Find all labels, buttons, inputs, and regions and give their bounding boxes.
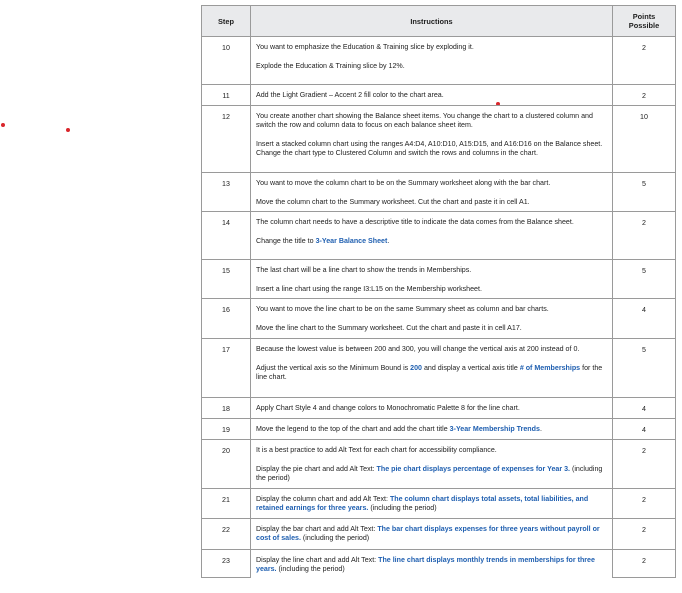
highlight-value: 200	[410, 363, 423, 372]
instruction-fragment: .	[539, 425, 542, 433]
instruction-cell	[251, 106, 613, 173]
instruction-text	[256, 237, 608, 246]
instruction-text: Move the column chart to the Summary worksheet. Cut the chart and paste it in cell A1.	[256, 197, 530, 206]
annotation-dot	[66, 128, 70, 132]
points-value: 2	[613, 37, 676, 85]
points-value: 4	[613, 419, 676, 440]
alt-text-value: The line chart displays monthly trends in memberships for three years.	[256, 556, 595, 573]
step-number: 20	[202, 440, 251, 489]
step-number: 13	[202, 173, 251, 212]
instruction-cell	[251, 398, 613, 419]
instruction-text	[256, 525, 608, 543]
step-number: 16	[202, 299, 251, 339]
table-row	[202, 519, 676, 550]
step-number: 11	[202, 85, 251, 106]
step-number: 22	[202, 519, 251, 550]
instruction-text: You want to emphasize the Education & Training slice by exploding it.	[256, 43, 474, 51]
instruction-text: You want to move the line chart to be on the same Summary sheet as column and bar charts.	[256, 305, 549, 313]
instruction-fragment: (including the period)	[256, 464, 603, 482]
points-value: 10	[613, 106, 676, 173]
instruction-fragment: Move the legend to the top of the chart and add the chart title	[256, 425, 450, 433]
instruction-cell	[251, 173, 613, 212]
table-row	[202, 489, 676, 519]
header-row	[202, 6, 676, 37]
points-value: 2	[613, 212, 676, 260]
points-value: 4	[613, 398, 676, 419]
instruction-text: Insert a line chart using the range I3:L15 on the Membership worksheet.	[256, 284, 482, 293]
table-row	[202, 398, 676, 419]
step-number: 15	[202, 260, 251, 299]
points-value: 2	[613, 85, 676, 106]
table-row	[202, 440, 676, 489]
step-number: 10	[202, 37, 251, 85]
instruction-fragment: (including the period)	[368, 504, 437, 512]
table-row	[202, 212, 676, 260]
points-value: 5	[613, 173, 676, 212]
instruction-fragment: Adjust the vertical axis so the Minimum Bound is	[256, 363, 411, 372]
step-number: 19	[202, 419, 251, 440]
alt-text-value: The column chart displays total assets, total liabilities, and retained earnings for three years.	[256, 495, 589, 512]
alt-text-value: The pie chart displays percentage of expenses for Year 3.	[376, 464, 570, 473]
instruction-cell	[251, 519, 613, 550]
instruction-fragment: and display a vertical axis title	[422, 363, 520, 372]
step-header: Step	[202, 6, 251, 37]
table-row	[202, 299, 676, 339]
highlight-value: 3-Year Balance Sheet	[315, 236, 388, 245]
instruction-cell	[251, 419, 613, 440]
points-value: 2	[613, 489, 676, 519]
instruction-text	[256, 495, 608, 513]
instruction-fragment: Display the column chart and add Alt Text:	[256, 495, 390, 503]
step-number: 21	[202, 489, 251, 519]
instruction-cell	[251, 85, 613, 106]
instructions-table	[201, 5, 676, 578]
instruction-text: Add the Light Gradient – Accent 2 fill color to the chart area.	[256, 91, 444, 99]
instruction-fragment: for the line chart.	[256, 363, 603, 381]
instruction-text: Change the chart type to Clustered Column and switch the rows and columns in the chart.	[256, 148, 538, 157]
highlight-value: 3-Year Membership Trends	[449, 425, 540, 433]
step-number: 17	[202, 339, 251, 398]
instruction-text: The last chart will be a line chart to show the trends in Memberships.	[256, 266, 472, 274]
alt-text-value: The bar chart displays expenses for three years without payroll or cost of sales.	[256, 525, 600, 542]
table-row	[202, 260, 676, 299]
instruction-text	[256, 364, 608, 382]
table-row	[202, 550, 676, 578]
instruction-fragment: Change the title to	[256, 236, 316, 245]
instruction-text: You create another chart showing the Balance sheet items. You change the chart to a clustered column and switch the row and column data to focus on each balance sheet item.	[256, 112, 593, 129]
instruction-cell	[251, 299, 613, 339]
table-row	[202, 419, 676, 440]
instruction-text: You want to move the column chart to be on the Summary worksheet along with the bar chart.	[256, 179, 551, 187]
instruction-fragment: Display the pie chart and add Alt Text:	[256, 464, 377, 473]
step-number: 14	[202, 212, 251, 260]
table-row	[202, 173, 676, 212]
points-value: 5	[613, 339, 676, 398]
instruction-text: Because the lowest value is between 200 and 300, you will change the vertical axis at 200 instead of 0.	[256, 345, 580, 353]
instruction-fragment: .	[387, 236, 390, 245]
instruction-cell	[251, 37, 613, 85]
instruction-cell	[251, 489, 613, 519]
instruction-text: Insert a stacked column chart using the ranges A4:D4, A10:D10, A15:D15, and A16:D16 on the Balance sheet.	[256, 139, 603, 148]
instruction-fragment: (including the period)	[300, 534, 370, 542]
instruction-fragment: Display the bar chart and add Alt Text:	[256, 525, 378, 533]
instruction-text: The column chart needs to have a descriptive title to indicate the data comes from the Balance sheet.	[256, 218, 574, 226]
points-value: 5	[613, 260, 676, 299]
points-header: Points Possible	[613, 6, 676, 37]
highlight-value: # of Memberships	[519, 363, 581, 372]
table-row	[202, 37, 676, 85]
step-number: 23	[202, 550, 251, 578]
instruction-fragment: Display the line chart and add Alt Text:	[256, 556, 379, 564]
instruction-cell	[251, 339, 613, 398]
instruction-text: It is a best practice to add Alt Text for each chart for accessibility compliance.	[256, 446, 497, 454]
points-value: 4	[613, 299, 676, 339]
step-number: 18	[202, 398, 251, 419]
instruction-cell	[251, 550, 613, 578]
table-row	[202, 106, 676, 173]
table-row	[202, 339, 676, 398]
instruction-cell	[251, 212, 613, 260]
table-row	[202, 85, 676, 106]
points-value: 2	[613, 550, 676, 578]
instruction-fragment: (including the period)	[276, 565, 345, 573]
instruction-text	[256, 425, 608, 434]
points-value: 2	[613, 519, 676, 550]
instruction-cell	[251, 260, 613, 299]
annotation-dot	[1, 123, 5, 127]
instruction-text: Apply Chart Style 4 and change colors to Monochromatic Palette 8 for the line chart.	[256, 404, 520, 412]
instructions-header: Instructions	[251, 6, 613, 37]
points-value: 2	[613, 440, 676, 489]
step-number: 12	[202, 106, 251, 173]
instruction-text: Explode the Education & Training slice by 12%.	[256, 61, 405, 70]
instruction-cell	[251, 440, 613, 489]
instruction-text	[256, 556, 608, 574]
instruction-text: Move the line chart to the Summary worksheet. Cut the chart and paste it in cell A17.	[256, 323, 522, 332]
instruction-text	[256, 465, 608, 483]
